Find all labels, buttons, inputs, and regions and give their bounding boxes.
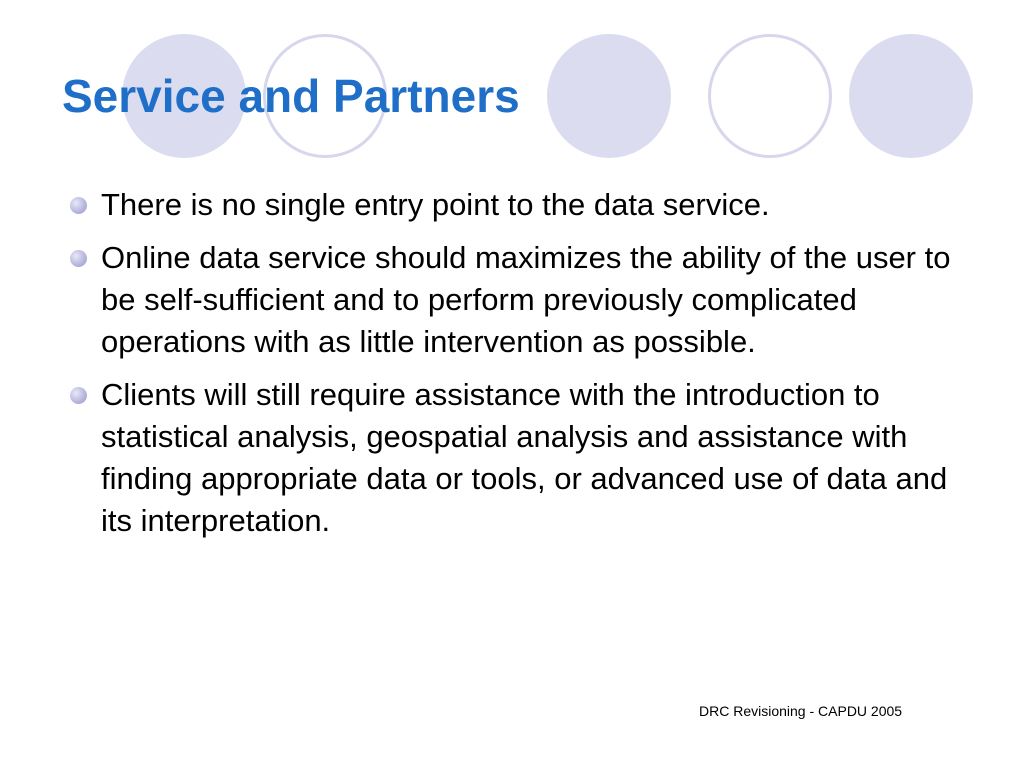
bullet-item [70,237,970,363]
decorative-circle-outline [708,34,832,158]
bullet-list [70,184,970,553]
decorative-circle [849,34,973,158]
bullet-marker-icon [70,250,87,267]
decorative-circle [547,34,671,158]
bullet-text: There is no single entry point to the data service. [101,187,770,222]
bullet-marker-icon [70,197,87,214]
bullet-item [70,184,970,226]
slide-title: Service and Partners [62,70,520,122]
bullet-item [70,374,970,542]
bullet-text: Online data service should maximizes the ability of the user to be self-sufficient and to perform previously complicated operations with as little intervention as possible. [101,240,951,359]
bullet-text: Clients will still require assistance with the introduction to statistical analysis, geospatial analysis and assistance with finding appropriate data or tools, or advanced use of data and its interpretation. [101,377,948,538]
bullet-marker-icon [70,387,87,404]
slide-footer: DRC Revisioning - CAPDU 2005 [699,703,903,719]
